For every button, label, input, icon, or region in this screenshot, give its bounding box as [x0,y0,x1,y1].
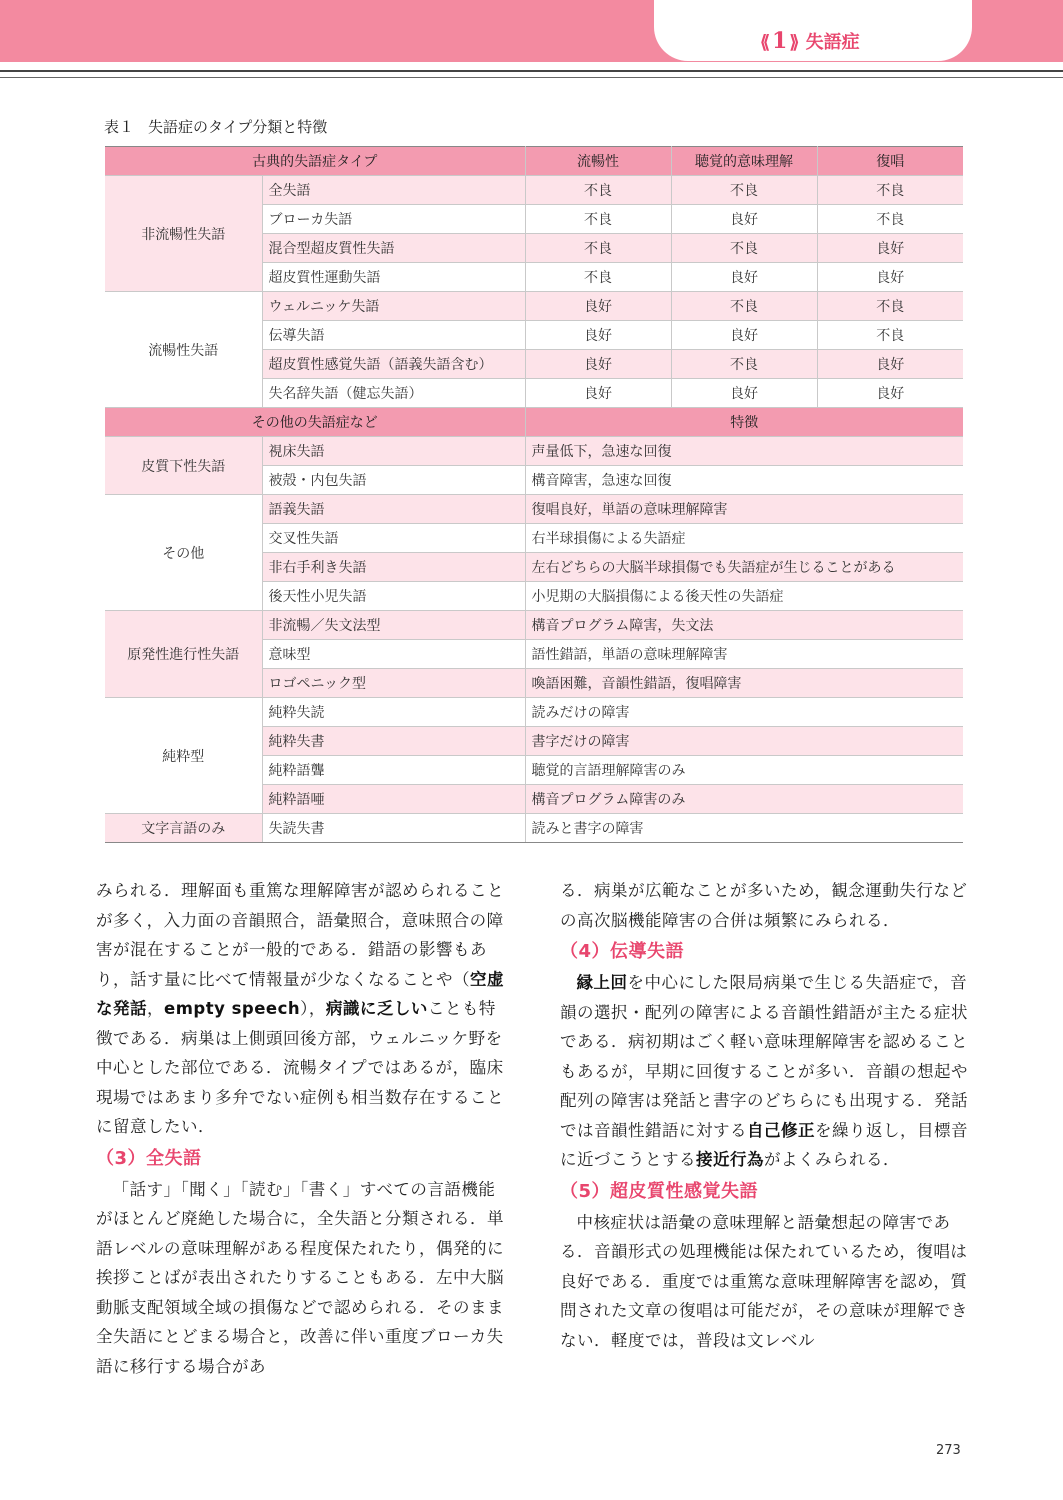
text-run: を中心にした限局病巣で生じる失語症で，音韻の選択・配列の障害による音韻性錯語が主たる症状である．病初期はごく軽い意味理解障害を認めることもあるが，早期に回復することが多い．音韻の想起や配列の障害は発話と書字のどちらにも出現する．発話では音韻性錯語に対する [560,973,968,1140]
feature-cell: 書字だけの障害 [525,727,963,756]
fluency-cell: 不良 [525,176,671,205]
type-cell: 超皮質性感覚失語（語義失語含む） [262,350,525,379]
feature-cell: 読みと書字の障害 [525,814,963,843]
chapter-label [760,28,880,54]
keyword: 空虚な発話 [96,969,504,1018]
chapter-number: 1 [772,28,788,54]
header-feature: 特徴 [525,408,963,437]
table-caption-number: 表１ [104,118,135,136]
header-repetition: 復唱 [817,147,963,176]
comprehension-cell: 不良 [671,350,817,379]
comprehension-cell: 良好 [671,205,817,234]
group-label: 原発性進行性失語 [105,611,262,698]
paragraph [96,876,504,1142]
left-column [96,876,504,1381]
fluency-cell: 不良 [525,263,671,292]
chapter-close-mark: ⟫ [789,32,800,53]
table-row [105,698,963,727]
section-heading: （3）全失語 [96,1147,202,1169]
feature-cell: 復唱良好，単語の意味理解障害 [525,495,963,524]
feature-cell: 右半球損傷による失語症 [525,524,963,553]
feature-cell: 喚語困難，音韻性錯語，復唱障害 [525,669,963,698]
text-run: ， [147,999,164,1018]
table-row [105,814,963,843]
type-cell: 意味型 [262,640,525,669]
feature-cell: 読みだけの障害 [525,698,963,727]
type-cell: 被殻・内包失語 [262,466,525,495]
type-cell: 失読失書 [262,814,525,843]
type-cell: 純粋失書 [262,727,525,756]
paragraph: 「話す」「聞く」「読む」「書く」すべての言語機能がほとんど廃絶した場合に，全失語と分類される．単語レベルの意味理解がある程度保たれたり，偶発的に挨拶ことばが表出されたりすることもある．左中大脳動脈支配領域全域の損傷などで認められる．そのまま全失語にとどまる場合と，改善に伴い重度ブローカ失語に移行する場合があ [96,1179,504,1376]
group-label: 非流暢性失語 [105,176,262,292]
type-cell: 混合型超皮質性失語 [262,234,525,263]
table-row [105,495,963,524]
chapter-open-mark: ⟪ [760,32,771,53]
type-cell: 伝導失語 [262,321,525,350]
keyword: 病識に乏しい [325,999,428,1018]
type-cell: 非右手利き失語 [262,553,525,582]
comprehension-cell: 良好 [671,379,817,408]
repetition-cell: 良好 [817,379,963,408]
type-cell: 全失語 [262,176,525,205]
type-cell: 非流暢／失文法型 [262,611,525,640]
text-run: がよくみられる． [764,1150,900,1169]
paragraph: る．病巣が広範なことが多いため，観念運動失行などの高次脳機能障害の合併は頻繁にみられる． [560,881,968,930]
comprehension-cell: 不良 [671,234,817,263]
repetition-cell: 良好 [817,263,963,292]
feature-cell: 構音障害，急速な回復 [525,466,963,495]
table-row [105,437,963,466]
fluency-cell: 良好 [525,292,671,321]
text-run: ことも特徴である．病巣は上側頭回後方部，ウェルニッケ野を中心とした部位である．流暢タイプではあるが，臨床現場ではあまり多弁でない症例も相当数存在することに留意したい． [96,999,504,1136]
aphasia-type-table [105,146,963,843]
table-row [105,292,963,321]
keyword: 接近行為 [696,1150,764,1169]
keyword: 縁上回 [576,973,628,992]
text-run: みられる．理解面も重篤な理解障害が認められることが多く，入力面の音韻照合，語彙照合，意味照合の障害が混在することが一般的である．錯語の影響もあり，話す量に比べて情報量が少なくなることや（ [96,881,504,989]
paragraph: 中核症状は語彙の意味理解と語彙想起の障害である．音韻形式の処理機能は保たれているため，復唱は良好である．重度では重篤な意味理解障害を認め，質問された文章の復唱は可能だが，その意味が理解できない．軽度では，普段は文レベル [560,1212,968,1350]
group-label: 文字言語のみ [105,814,262,843]
fluency-cell: 良好 [525,321,671,350]
table-header-row-2 [105,408,963,437]
feature-cell: 声量低下，急速な回復 [525,437,963,466]
keyword: empty speech [164,999,301,1018]
section-heading: （5）超皮質性感覚失語 [560,1180,759,1202]
comprehension-cell: 不良 [671,292,817,321]
table-row [105,176,963,205]
text-run: ）， [300,999,326,1018]
group-label: 純粋型 [105,698,262,814]
comprehension-cell: 良好 [671,263,817,292]
section-heading: （4）伝導失語 [560,941,685,962]
chapter-title: 失語症 [805,32,860,53]
repetition-cell: 良好 [817,350,963,379]
group-label: その他 [105,495,262,611]
fluency-cell: 不良 [525,234,671,263]
table-header-row [105,147,963,176]
type-cell: 純粋語唖 [262,785,525,814]
group-label: 流暢性失語 [105,292,262,408]
feature-cell: 左右どちらの大脳半球損傷でも失語症が生じることがある [525,553,963,582]
comprehension-cell: 不良 [671,176,817,205]
feature-cell: 聴覚的言語理解障害のみ [525,756,963,785]
fluency-cell: 良好 [525,350,671,379]
keyword: 自己修正 [747,1120,815,1140]
header-rule-thin [0,77,1063,78]
table-row [105,611,963,640]
paragraph [560,968,968,1175]
group-label: 皮質下性失語 [105,437,262,495]
header-rule-thick [0,70,1063,72]
type-cell: 失名辞失語（健忘失語） [262,379,525,408]
feature-cell: 語性錯語，単語の意味理解障害 [525,640,963,669]
repetition-cell: 不良 [817,292,963,321]
header-fluency: 流暢性 [525,147,671,176]
type-cell: 後天性小児失語 [262,582,525,611]
type-cell: 純粋失読 [262,698,525,727]
repetition-cell: 不良 [817,176,963,205]
table-caption-title: 失語症のタイプ分類と特徴 [148,118,328,136]
feature-cell: 小児期の大脳損傷による後天性の失語症 [525,582,963,611]
type-cell: ウェルニッケ失語 [262,292,525,321]
comprehension-cell: 良好 [671,321,817,350]
feature-cell: 構音プログラム障害のみ [525,785,963,814]
fluency-cell: 不良 [525,205,671,234]
type-cell: 視床失語 [262,437,525,466]
type-cell: 交叉性失語 [262,524,525,553]
table-caption [104,116,327,137]
text-run: を繰り返し，目標音に近づこうとする [560,1120,968,1169]
feature-cell: 構音プログラム障害，失文法 [525,611,963,640]
repetition-cell: 不良 [817,205,963,234]
type-cell: ブローカ失語 [262,205,525,234]
right-column [560,876,968,1355]
type-cell: 超皮質性運動失語 [262,263,525,292]
header-other-aphasia: その他の失語症など [105,408,525,437]
fluency-cell: 良好 [525,379,671,408]
header-comprehension: 聴覚的意味理解 [671,147,817,176]
header-classic-type: 古典的失語症タイプ [105,147,525,176]
page-number: 273 [936,1443,961,1458]
type-cell: 語義失語 [262,495,525,524]
repetition-cell: 良好 [817,234,963,263]
type-cell: 純粋語聾 [262,756,525,785]
repetition-cell: 不良 [817,321,963,350]
type-cell: ロゴペニック型 [262,669,525,698]
